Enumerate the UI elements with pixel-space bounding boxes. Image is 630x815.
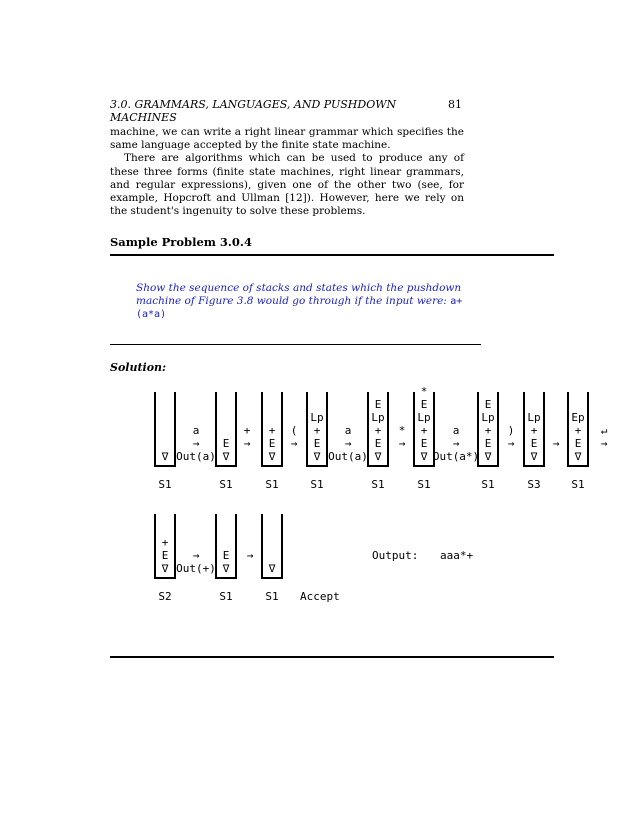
stack-symbol: ∇ <box>161 562 169 575</box>
stack-symbol: E <box>313 437 321 450</box>
stack-symbol: E <box>574 437 582 450</box>
stack-symbol: Lp <box>371 411 385 424</box>
transition-output: Out(a) <box>328 450 368 463</box>
stack-symbol: E <box>222 437 230 450</box>
transition-arrow: → <box>243 437 251 450</box>
state-label: S1 <box>219 478 233 491</box>
stack-symbol: + <box>484 424 492 437</box>
stack-symbol: Lp <box>527 411 541 424</box>
stack-symbol: + <box>420 424 428 437</box>
rule-mid <box>110 344 481 345</box>
transition-arrow: → <box>290 437 298 450</box>
stack-symbol: E <box>484 398 492 411</box>
state-label: S1 <box>481 478 495 491</box>
accept-label: Accept <box>300 590 340 603</box>
state-label: S1 <box>571 478 585 491</box>
transition-arrow: → <box>192 549 200 562</box>
state-label: S1 <box>371 478 385 491</box>
stack-symbol: ∇ <box>374 450 382 463</box>
stack-symbol: E <box>420 437 428 450</box>
body-text <box>110 126 464 218</box>
stack-symbol: + <box>268 424 276 437</box>
stack-symbol: E <box>161 549 169 562</box>
stack-symbol: E <box>222 549 230 562</box>
stack-symbol: ∇ <box>484 450 492 463</box>
stack-symbol: ∇ <box>313 450 321 463</box>
transition-input: a <box>192 424 200 437</box>
stack-symbol: ∇ <box>268 562 276 575</box>
transition-arrow: → <box>246 549 254 562</box>
stack-symbol: * <box>420 385 428 398</box>
transition-input: * <box>398 424 406 437</box>
state-label: S1 <box>310 478 324 491</box>
transition-arrow: → <box>452 437 460 450</box>
problem-statement <box>136 282 466 322</box>
sample-problem-heading: Sample Problem 3.0.4 <box>110 235 252 249</box>
stack-symbol: E <box>484 437 492 450</box>
transition-input: ↵ <box>600 424 608 437</box>
output-value: aaa*+ <box>440 549 474 562</box>
transition-arrow: → <box>398 437 406 450</box>
transition-arrow: → <box>600 437 608 450</box>
stack-symbol: ∇ <box>268 450 276 463</box>
stack-symbol: Lp <box>481 411 495 424</box>
rule-bottom <box>110 656 554 658</box>
stack-symbol: E <box>374 398 382 411</box>
rule-top <box>110 254 554 256</box>
state-label: S1 <box>265 590 279 603</box>
transition-arrow: → <box>507 437 515 450</box>
problem-text: Show the sequence of stacks and states which the pushdown machine of Figure 3.8 would go through if the input were: <box>136 282 462 308</box>
state-label: S1 <box>417 478 431 491</box>
transition-arrow: → <box>344 437 352 450</box>
page-number: 81 <box>448 98 462 111</box>
paragraph-1: machine, we can write a right linear grammar which specifies the same language accepted by the finite state machine. <box>110 126 464 152</box>
transition-arrow: → <box>192 437 200 450</box>
state-label: S1 <box>158 478 172 491</box>
solution-label: Solution: <box>110 361 167 374</box>
transition-input: + <box>243 424 251 437</box>
stack-symbol: Ep <box>571 411 585 424</box>
stack-symbol: ∇ <box>420 450 428 463</box>
state-label: S3 <box>527 478 541 491</box>
transition-output: Out(a) <box>176 450 216 463</box>
paragraph-2: There are algorithms which can be used to produce any of these three forms (finite state machines, right linear grammars, and regular expressions), given one of the other two (see, for example, Hopcroft and Ullman [12]). However, here we rely on the student's ingenuity to solve these problems. <box>110 152 464 218</box>
stack-symbol: E <box>374 437 382 450</box>
stack-symbol: E <box>420 398 428 411</box>
transition-output: Out(+) <box>176 562 216 575</box>
stack-symbol: + <box>530 424 538 437</box>
stack-symbol: + <box>313 424 321 437</box>
transition-input: a <box>452 424 460 437</box>
transition-input: ( <box>290 424 298 437</box>
running-head-title: 3.0. GRAMMARS, LANGUAGES, AND PUSHDOWN MACHINES <box>110 98 397 124</box>
stack-symbol: ∇ <box>222 562 230 575</box>
stack-symbol: + <box>161 536 169 549</box>
output-label: Output: <box>372 549 419 562</box>
stack-symbol: E <box>530 437 538 450</box>
state-label: S1 <box>265 478 279 491</box>
stack-symbol: ∇ <box>530 450 538 463</box>
stack-symbol: + <box>374 424 382 437</box>
stack-symbol: ∇ <box>222 450 230 463</box>
stack-symbol: E <box>268 437 276 450</box>
input-string: a+(a*a) <box>136 296 463 321</box>
state-label: S1 <box>219 590 233 603</box>
stack-symbol: ∇ <box>161 450 169 463</box>
transition-input: a <box>344 424 352 437</box>
stack-symbol: ∇ <box>574 450 582 463</box>
stack-symbol: Lp <box>417 411 431 424</box>
transition-arrow: → <box>552 437 560 450</box>
stack-symbol: Lp <box>310 411 324 424</box>
state-label: S2 <box>158 590 172 603</box>
transition-input: ) <box>507 424 515 437</box>
transition-output: Out(a*) <box>432 450 480 463</box>
stack-symbol: + <box>574 424 582 437</box>
